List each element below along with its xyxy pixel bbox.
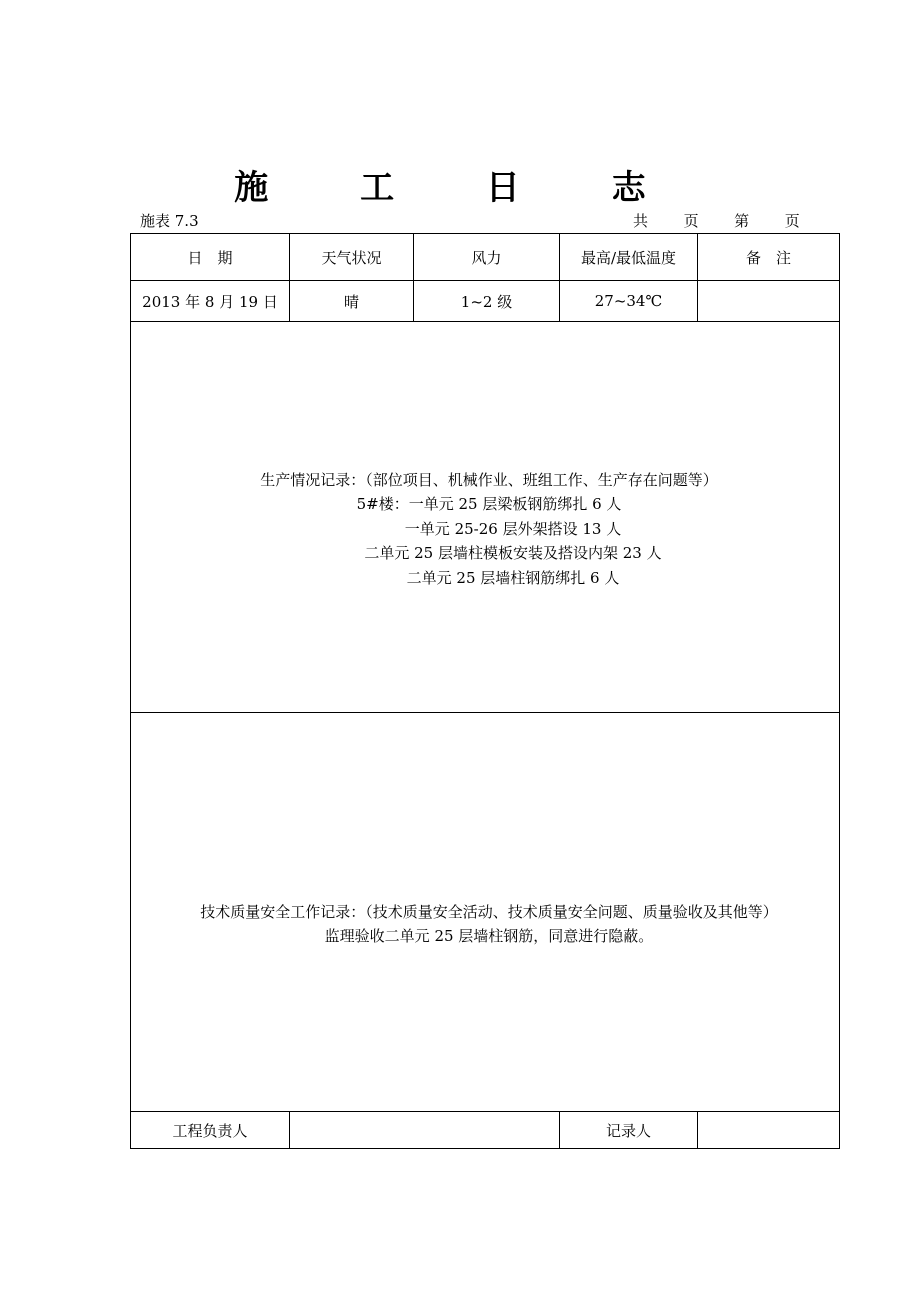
signature-row (131, 1112, 840, 1149)
form-code: 施表 7.3 (140, 212, 199, 230)
recorder-signature-field[interactable] (698, 1112, 840, 1149)
technical-line: 监理验收二单元 25 层墙柱钢筋，同意进行隐蔽。 (324, 927, 654, 945)
manager-signature-field[interactable] (290, 1112, 560, 1149)
date-value[interactable]: 2013 年 8 月 19 日 (131, 281, 290, 322)
construction-log-table (130, 233, 840, 1149)
remarks-value[interactable] (698, 281, 840, 322)
production-line: 二单元 25 层墙柱模板安装及搭设内架 23 人 (364, 544, 662, 563)
production-line: 5#楼：一单元 25 层梁板钢筋绑扎 6 人 (356, 495, 622, 514)
production-section (131, 322, 840, 713)
technical-record-cell[interactable] (131, 713, 840, 1112)
date-header: 日 期 (131, 234, 290, 281)
technical-heading: 技术质量安全工作记录：（技术质量安全活动、技术质量安全问题、质量验收及其他等） (200, 902, 778, 921)
page-info (633, 210, 800, 231)
temperature-value[interactable]: 27~34℃ (560, 281, 698, 322)
header-row (131, 234, 840, 281)
remarks-header: 备 注 (698, 234, 840, 281)
manager-label: 工程负责人 (131, 1112, 290, 1149)
technical-section (131, 713, 840, 1112)
temperature-header: 最高/最低温度 (560, 234, 698, 281)
weather-value[interactable]: 晴 (290, 281, 414, 322)
document-title: 施 工 日 志 (234, 168, 686, 208)
production-line: 一单元 25-26 层外架搭设 13 人 (404, 519, 622, 538)
wind-value[interactable]: 1~2 级 (414, 281, 560, 322)
production-line: 二单元 25 层墙柱钢筋绑扎 6 人 (406, 568, 620, 587)
page-current-label: 第 (734, 212, 750, 230)
page-total-label: 共 (633, 212, 649, 230)
recorder-label: 记录人 (560, 1112, 698, 1149)
page-unit-label-2: 页 (784, 212, 800, 230)
page-unit-label: 页 (683, 212, 699, 230)
wind-header: 风力 (414, 234, 560, 281)
weather-header: 天气状况 (290, 234, 414, 281)
production-heading: 生产情况记录：（部位项目、机械作业、班组工作、生产存在问题等） (260, 470, 718, 489)
values-row (131, 281, 840, 322)
production-record-cell[interactable] (131, 322, 840, 713)
